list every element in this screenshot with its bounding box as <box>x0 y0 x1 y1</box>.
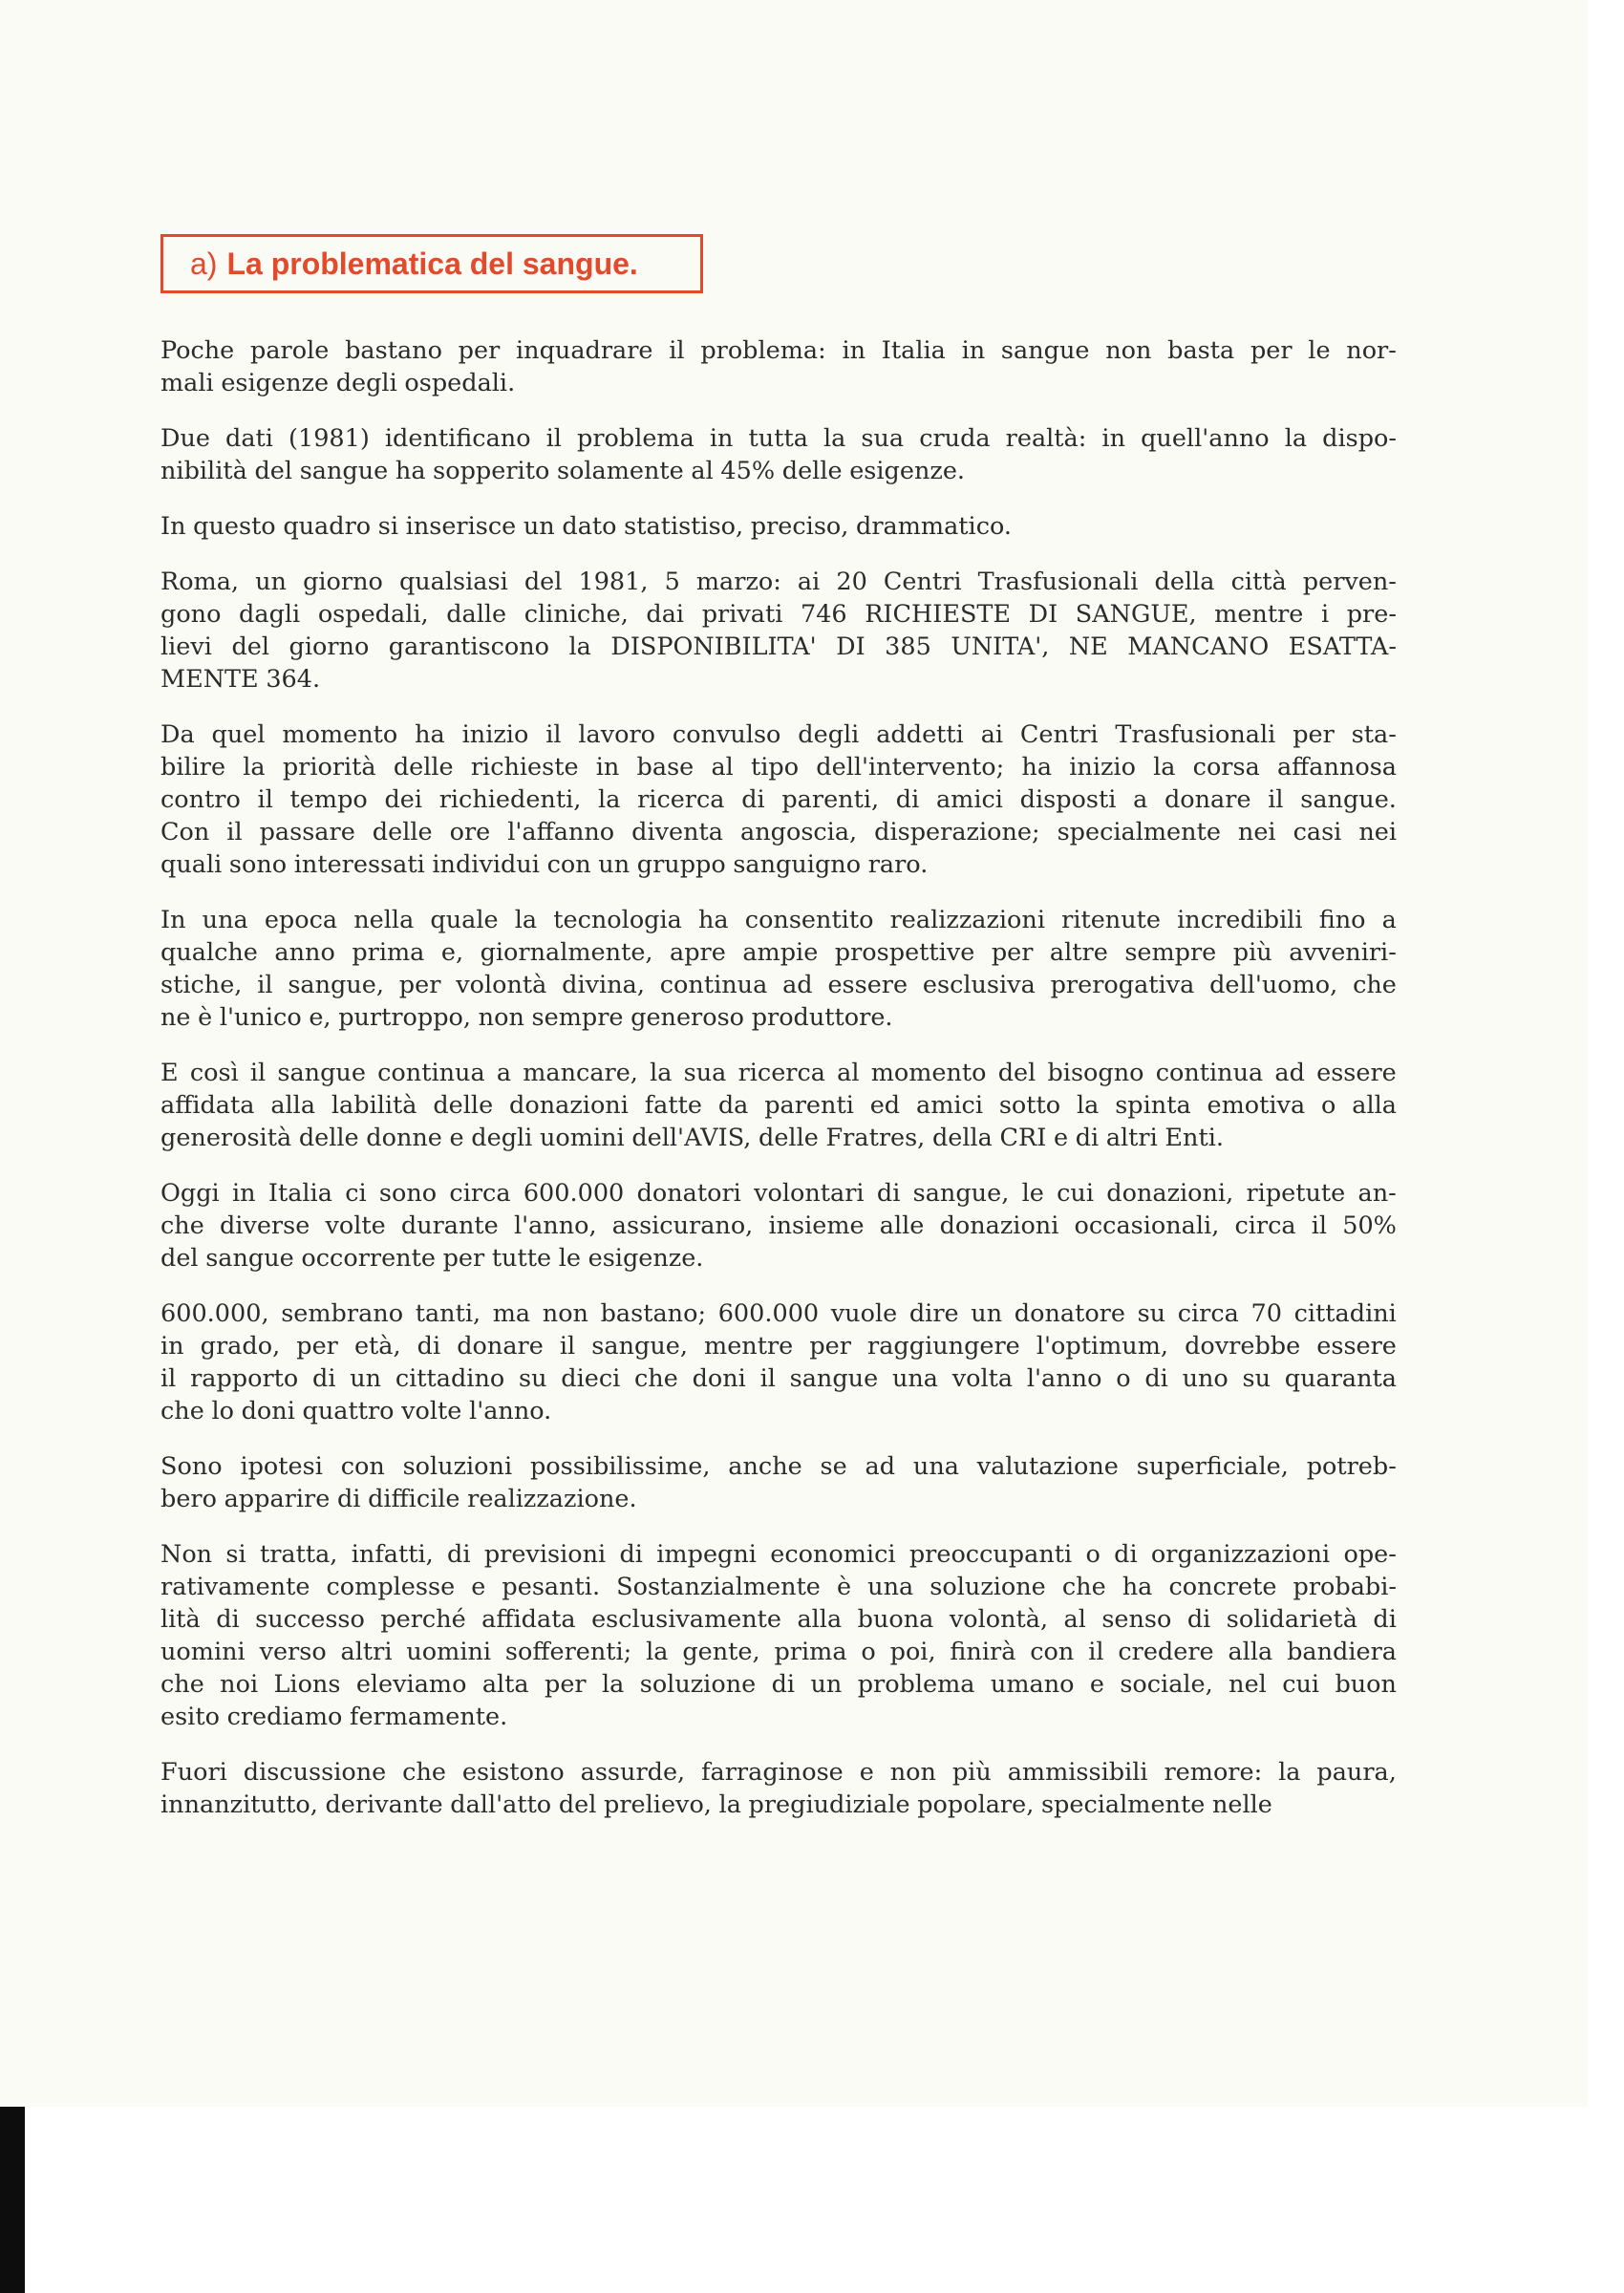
paragraph <box>160 1756 1397 1821</box>
section-heading <box>190 246 638 282</box>
text-line: contro il tempo dei richiedenti, la ricerca di parenti, di amici disposti a donare il sangue. <box>160 785 1397 814</box>
text-line: ne è l'unico e, purtroppo, non sempre generoso produttore. <box>160 1003 893 1032</box>
paragraph <box>160 566 1397 696</box>
text-line: Roma, un giorno qualsiasi del 1981, 5 marzo: ai 20 Centri Trasfusionali della città perven- <box>160 568 1397 596</box>
paragraph <box>160 904 1397 1034</box>
text-line: bero apparire di difficile realizzazione. <box>160 1485 637 1513</box>
section-label: a) <box>190 246 218 281</box>
paragraph <box>160 334 1397 399</box>
text-line: rativamente complesse e pesanti. Sostanzialmente è una soluzione che ha concrete probabi- <box>160 1573 1397 1601</box>
text-line: uomini verso altri uomini sofferenti; la gente, prima o poi, finirà con il credere alla bandiera <box>160 1638 1397 1666</box>
text-line: lità di successo perché affidata esclusivamente alla buona volontà, al senso di solidarietà di <box>160 1605 1397 1634</box>
text-line: esito crediamo fermamente. <box>160 1703 508 1731</box>
paragraph <box>160 1057 1397 1154</box>
text-line: In una epoca nella quale la tecnologia ha consentito realizzazioni ritenute incredibili fino a <box>160 906 1397 934</box>
paragraph <box>160 510 1397 543</box>
section-title: La problematica del sangue. <box>226 246 638 281</box>
paragraph <box>160 1538 1397 1733</box>
text-line: generosità delle donne e degli uomini dell'AVIS, delle Fratres, della CRI e di altri Enti. <box>160 1124 1224 1152</box>
text-line: Da quel momento ha inizio il lavoro convulso degli addetti ai Centri Trasfusionali per sta- <box>160 720 1397 749</box>
paragraph <box>160 1177 1397 1275</box>
text-line: 600.000, sembrano tanti, ma non bastano; 600.000 vuole dire un donatore su circa 70 cittadini <box>160 1299 1397 1328</box>
text-line: In questo quadro si inserisce un dato statistiso, preciso, drammatico. <box>160 512 1012 541</box>
paragraph <box>160 422 1397 487</box>
text-line: che noi Lions eleviamo alta per la soluzione di un problema umano e sociale, nel cui buon <box>160 1670 1397 1699</box>
paragraph <box>160 718 1397 881</box>
text-line: Fuori discussione che esistono assurde, farraginose e non più ammissibili remore: la paura, <box>160 1758 1397 1787</box>
text-line: Due dati (1981) identificano il problema in tutta la sua cruda realtà: in quell'anno la dispo- <box>160 424 1397 453</box>
text-line: nibilità del sangue ha sopperito solamente al 45% delle esigenze. <box>160 457 966 485</box>
document-body <box>160 334 1397 1844</box>
text-line: Sono ipotesi con soluzioni possibilissime, anche se ad una valutazione superficiale, potreb- <box>160 1452 1397 1481</box>
text-line: Con il passare delle ore l'affanno diventa angoscia, disperazione; specialmente nei casi nei <box>160 818 1397 846</box>
text-line: Poche parole bastano per inquadrare il problema: in Italia in sangue non basta per le nor- <box>160 336 1397 365</box>
text-line: lievi del giorno garantiscono la DISPONIBILITA' DI 385 UNITA', NE MANCANO ESATTA- <box>160 632 1397 661</box>
text-line: Oggi in Italia ci sono circa 600.000 donatori volontari di sangue, le cui donazioni, ripetute an- <box>160 1179 1397 1208</box>
paragraph <box>160 1297 1397 1427</box>
text-line: qualche anno prima e, giornalmente, apre ampie prospettive per altre sempre più avveniri- <box>160 938 1397 967</box>
text-line: che lo doni quattro volte l'anno. <box>160 1397 552 1425</box>
text-line: bilire la priorità delle richieste in base al tipo dell'intervento; ha inizio la corsa affannosa <box>160 753 1397 782</box>
text-line: Non si tratta, infatti, di previsioni di impegni economici preoccupanti o di organizzazioni ope- <box>160 1540 1397 1569</box>
text-line: che diverse volte durante l'anno, assicurano, insieme alle donazioni occasionali, circa il 50% <box>160 1211 1397 1240</box>
text-line: MENTE 364. <box>160 665 321 694</box>
paragraph <box>160 1450 1397 1515</box>
text-line: affidata alla labilità delle donazioni fatte da parenti ed amici sotto la spinta emotiva o alla <box>160 1091 1397 1120</box>
text-line: in grado, per età, di donare il sangue, mentre per raggiungere l'optimum, dovrebbe essere <box>160 1332 1397 1361</box>
text-line: quali sono interessati individui con un gruppo sanguigno raro. <box>160 850 929 879</box>
text-line: gono dagli ospedali, dalle cliniche, dai privati 746 RICHIESTE DI SANGUE, mentre i pre- <box>160 600 1397 629</box>
scan-border <box>0 2107 25 2293</box>
text-line: innanzitutto, derivante dall'atto del prelievo, la pregiudiziale popolare, specialmente nelle <box>160 1790 1272 1819</box>
text-line: E così il sangue continua a mancare, la sua ricerca al momento del bisogno continua ad essere <box>160 1059 1397 1087</box>
text-line: mali esigenze degli ospedali. <box>160 369 516 397</box>
text-line: il rapporto di un cittadino su dieci che doni il sangue una volta l'anno o di uno su quaranta <box>160 1364 1397 1393</box>
section-heading-box <box>160 234 703 293</box>
text-line: stiche, il sangue, per volontà divina, continua ad essere esclusiva prerogativa dell'uomo, che <box>160 971 1397 999</box>
text-line: del sangue occorrente per tutte le esigenze. <box>160 1244 704 1273</box>
